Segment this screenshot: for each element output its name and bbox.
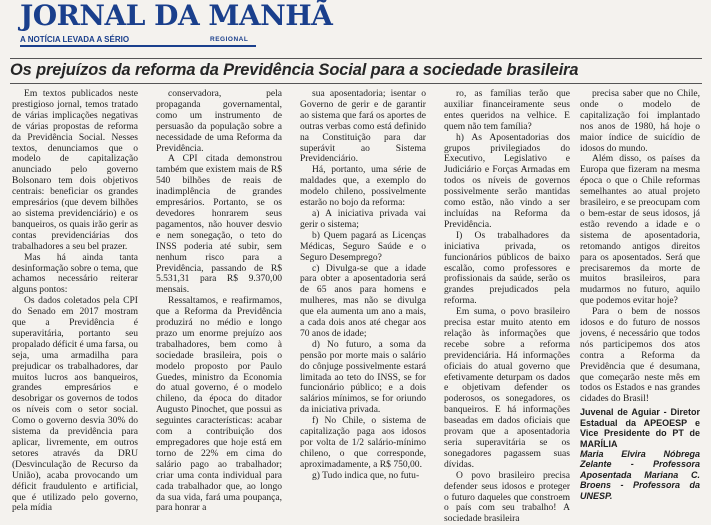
article-body [12, 88, 702, 525]
article-paragraph: b) Quem pagará as Licenças Médicas, Seguro Saúde e o Seguro Desemprego? [300, 229, 426, 263]
article-column-5 [580, 88, 700, 501]
article-paragraph: d) No futuro, a soma da pensão por morte mais o salário do cônjuge possivelmente estará limitada ao teto do INSS, se for funcionário público; e a dois salários mínimos, se for oriundo da iniciativa privada. [300, 338, 426, 416]
article-column-4 [444, 88, 570, 525]
article-paragraph: Para o bem de nossos idosos e do futuro de nossos jovens, é necessário que todos nós participemos dos atos contra a Reforma da Previdência que é desumana, que começarão neste mês em todos os Estados e nas grandes cidades do Brasil! [580, 306, 700, 405]
article-paragraph: Há, portanto, uma série de maldades que, a exemplo do modelo chileno, possivelmente estarão no bojo da reforma: [300, 164, 426, 209]
article-paragraph: Além disso, os países da Europa que fizeram na mesma época o que o Chile reformas semelhantes ao atual projeto brasileiro, e se preocupam com o bem-estar de seus idosos, já estão revendo a idade e o sistema de aposentadoria, retomando antigos direitos para os aposentados. Será que precisaremos da morte de muitos brasileiros, para mudarmos no futuro, aquilo que podemos evitar hoje? [580, 153, 700, 307]
newspaper-title: JORNAL DA MANHÃ [20, 0, 333, 32]
article-paragraph: ro, as famílias terão que auxiliar financeiramente seus entes queridos na velhice. E quem não tem família? [444, 88, 570, 132]
divider [10, 58, 702, 59]
article-column-3 [300, 89, 426, 481]
newspaper-slogan: A NOTÍCIA LEVADA A SÉRIO [20, 35, 130, 44]
author-signature: Juvenal de Aguiar - Diretor Estadual da APEOESP e Vice Presidente do PT de MARÍLIA [580, 407, 700, 449]
article-column-2 [156, 88, 282, 514]
article-headline: Os prejuízos da reforma da Previdência Social para a sociedade brasileira [10, 61, 579, 79]
article-paragraph: Os dados coletados pela CPI do Senado em 2017 mostram que a Previdência é superavitária, portanto seu propalado déficit é uma farsa, ou seja, uma armadilha para prejudicar os trabalhadores, dar muitos lucros aos banqueiros, grandes empresários e desobrigar os governos de todos os níveis com o setor social. Como o governo desvia 30% do sistema da previdência para aplicar, livremente, em outros setores através da DRU (Desvinculação de Recurso da União), acaba provocando um déficit fraudulento e artificial, que é utilizado pelo governo, pela mídia [12, 295, 138, 514]
article-paragraph: g) Tudo indica que, no futu- [312, 469, 420, 481]
article-paragraph: Em textos publicados neste prestigioso jornal, temos tratado de várias implicações negativas de várias propostas de reforma da Previdência Social. Nesses textos, denunciamos que o modelo de capitalização anunciado pelo governo Bolsonaro tem dois objetivos centrais: beneficiar os grandes empresários (que devem bilhões ao sistema previdenciário) e os banqueiros, os quais irão gerir as contas previdenciárias dos trabalhadores a seu bel prazer. [12, 88, 138, 252]
article-paragraph: Mas há ainda tanta desinformação sobre o tema, que achamos necessário reiterar alguns pontos: [12, 251, 138, 296]
article-paragraph: O povo brasileiro precisa defender seus idosos e proteger o futuro daqueles que constroem o país com seu trabalho! A sociedade brasileira [444, 469, 570, 525]
article-paragraph: I) Os trabalhadores da iniciativa privada, os funcionários públicos de baixo escalão, como professores e profissionais da saúde, serão os grandes prejudicados pela reforma. [444, 229, 570, 307]
article-paragraph: Ressaltamos, e reafirmamos, que a Reforma da Previdência produzirá no médio e longo prazo um enorme prejuízo aos trabalhadores, bem como à sociedade brasileira, pois o modelo proposto por Paulo Guedes, ministro da Economia do atual governo, é o modelo chileno, da época do ditador Augusto Pinochet, que possui as seguintes características: acabar com a contribuição dos empregadores que hoje está em torno de 22% em cima do salário pago ao trabalhador; criar uma conta individual para cada trabalhador que, ao longo da sua vida, fará uma poupança, para honrar a [156, 295, 282, 514]
article-paragraph: h) As Aposentadorias dos grupos privilegiados do Executivo, Legislativo e Judiciário e Forças Armadas em todos os níveis de governos possivelmente serão mantidas como estão, não vindo a ser incluídas na Reforma da Previdência. [444, 131, 570, 230]
masthead-rule [20, 45, 256, 47]
article-paragraph: A CPI citada demonstrou também que existem mais de R$ 540 bilhões de reais de inadimplência de grandes empresários. Portanto, se os devedores honrarem seus pagamentos, não houver desvio e nem sonegação, o teto do INSS poderia até subir, sem nenhum risco para a Previdência, passando de R$ 5.531,31 para R$ 9.370,00 mensais. [156, 153, 282, 296]
article-column-1 [12, 88, 138, 514]
newspaper-edition: REGIONAL [210, 36, 249, 43]
divider [10, 83, 702, 84]
article-paragraph: precisa saber que no Chile, onde o modelo de capitalização foi implantado nos anos de 1980, há hoje o maior índice de suicídio de idosos do mundo. [580, 88, 700, 154]
article-paragraph: conservadora, pela propaganda governamental, como um instrumento de persuasão da população sobre a necessidade de uma Reforma da Previdência. [156, 88, 282, 154]
masthead [14, 2, 704, 54]
article-paragraph: c) Divulga-se que a idade para obter a aposentadoria será de 65 anos para homens e mulheres, mas não se divulga que ela aumenta um ano a mais, a cada dois anos até chegar aos 70 anos de idade; [300, 262, 426, 339]
article-paragraph: f) No Chile, o sistema de capitalização paga aos idosos por volta de 1/2 salário-mínimo chileno, o que corresponde, aproximadamente, a R$ 750,00. [300, 415, 426, 470]
article-paragraph: a) A iniciativa privada vai gerir o sistema; [300, 207, 426, 230]
article-paragraph: Em suma, o povo brasileiro precisa estar muito atento em relação às informações que recebe sobre a reforma previdenciária. Há informações oficiais do atual governo que efetivamente deturpam os dados e objetivam defender os poderosos, os sonegadores, os banqueiros. E há informações baseadas em dados oficiais que provam que a aposentadoria seria superavitária se os sonegadores pagassem suas dívidas. [444, 306, 570, 470]
article-paragraph: sua aposentadoria; isentar o Governo de gerir e de garantir ao sistema que fará os aportes de outras verbas como está definido na Constituição para dar superávit ao Sistema Previdenciário. [300, 88, 426, 165]
author-signature: Maria Elvira Nóbrega Zelante - Professora Aposentada Mariana C. Broens - Professora da UNESP. [580, 448, 700, 501]
